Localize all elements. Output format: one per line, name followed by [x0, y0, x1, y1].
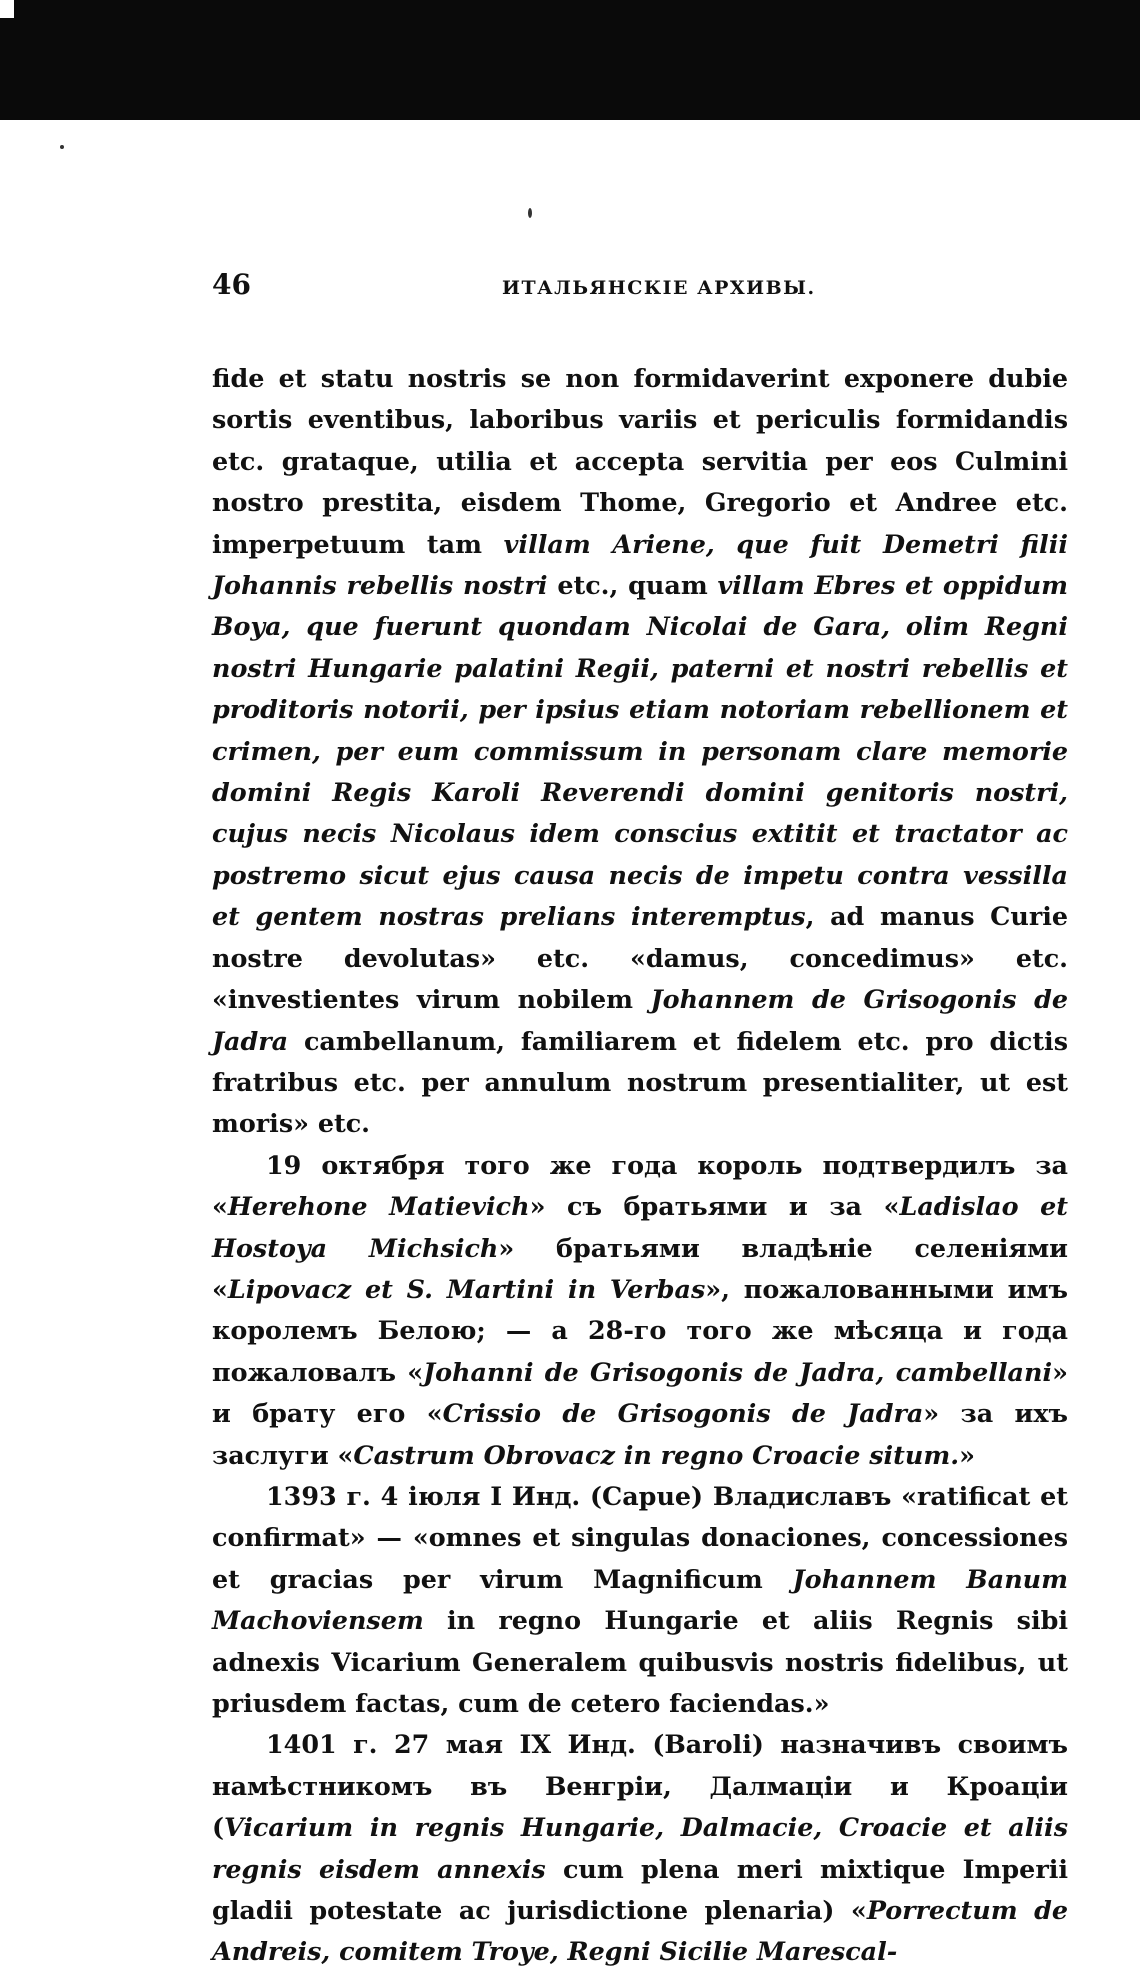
- text-segment: , ad manus Curie nostre devolutas» etc. «damus, concedimus» etc. «investientes virum nobilem: [212, 901, 1068, 1015]
- running-title: ИТАЛЬЯНСКІЕ АРХИВЫ.: [502, 277, 816, 299]
- paragraph: [212, 1724, 1068, 1972]
- page-number: 46: [212, 268, 251, 301]
- page-header: [212, 268, 1068, 320]
- text-segment: 19 октября того же года король подтвердилъ за «: [212, 1149, 1068, 1222]
- text-segment: cum plena meri mixtique Imperii gladii potestate ac jurisdictione plenaria) «: [212, 1853, 1068, 1926]
- italic-text-segment: Castrum Obrovacz in regno Croacie situm.: [353, 1439, 960, 1470]
- scan-top-black-bar: [0, 0, 1140, 120]
- italic-text-segment: Vicarium in regnis Hungarie, Dalmacie, Croacie et aliis regnis eisdem annexis: [212, 1812, 1068, 1884]
- text-segment: fide et statu nostris se non formidaverint exponere dubie sortis eventibus, laboribus variis et periculis formidandis etc. grataque, utilia et accepta servitia per eos Culmini nostro prestita, eisdem Thome, Gregorio et Andree etc. imperpetuum tam: [212, 363, 1068, 559]
- italic-text-segment: Crissio de Grisogonis de Jadra: [442, 1398, 924, 1429]
- italic-text-segment: Herehone Matievich: [227, 1191, 530, 1222]
- italic-text-segment: villam Ebres et oppidum Boya, que fuerunt quondam Nicolai de Gara, olim Regni nostri Hungarie palatini Regii, paterni et nostri rebellis et proditoris notorii, per ipsius etiam notoriam rebellionem et crimen, per eum commissum in personam clare memorie domini Regis Karoli Reverendi domini genitoris nostri, cujus necis Nicolaus idem conscius extitit et tractator ac postremo sicut ejus causa necis de impetu contra vessilla et gentem nostras prelians interemptus: [212, 570, 1069, 932]
- text-segment: 1393 г. 4 іюля I Инд. (Capue) Владиславъ «ratificat et confirmat» — «omnes et singulas donaciones, concessiones et gracias per virum Magnificum: [212, 1480, 1068, 1594]
- text-segment: » съ братьями и за «: [529, 1191, 900, 1222]
- italic-text-segment: Ladislao et Hostoya Michsich: [212, 1191, 1068, 1263]
- italic-text-segment: Johannem de Grisogonis de Jadra: [212, 984, 1068, 1056]
- book-page: [212, 268, 1068, 1973]
- text-segment: in regno Hungarie et aliis Regnis sibi adnexis Vicarium Generalem quibusvis nostris fidelibus, ut priusdem factas, cum de cetero faciendas.»: [212, 1605, 1068, 1718]
- text-segment: » братьями владѣніе селеніями «: [212, 1232, 1068, 1304]
- text-segment: cambellanum, familiarem et fidelem etc. pro dictis fratribus etc. per annulum nostrum presentialiter, ut est moris» etc.: [212, 1025, 1068, 1139]
- paragraph: [212, 1145, 1068, 1476]
- italic-text-segment: Johannem Banum Machoviensem: [212, 1563, 1068, 1636]
- text-segment: » за ихъ заслуги «: [212, 1398, 1068, 1470]
- text-segment: »: [959, 1439, 975, 1470]
- italic-text-segment: villam Ariene, que fuit Demetri filii Johannis rebellis nostri: [212, 528, 1068, 601]
- paragraph: [212, 358, 1068, 1145]
- paragraph: [212, 1476, 1068, 1724]
- italic-text-segment: Johanni de Grisogonis de Jadra, cambellani: [423, 1356, 1053, 1387]
- text-segment: » и брату его «: [212, 1356, 1068, 1429]
- body-text: [212, 358, 1068, 1973]
- scan-speck: [528, 208, 532, 218]
- scan-bar-notch: [0, 0, 14, 18]
- italic-text-segment: Lipovacz et S. Martini in Verbas: [227, 1273, 706, 1304]
- text-segment: », пожалованными имъ королемъ Белою; — а 28-го того же мѣсяца и года пожаловалъ «: [212, 1273, 1068, 1387]
- italic-text-segment: Porrectum de Andreis, comitem Troye, Regni Sicilie Marescal-: [212, 1895, 1068, 1967]
- scan-speck: [60, 145, 64, 149]
- text-segment: etc., quam: [547, 570, 718, 601]
- text-segment: 1401 г. 27 мая IX Инд. (Baroli) назначивъ своимъ намѣстникомъ въ Венгріи, Далмаціи и Кроаціи (: [212, 1729, 1068, 1843]
